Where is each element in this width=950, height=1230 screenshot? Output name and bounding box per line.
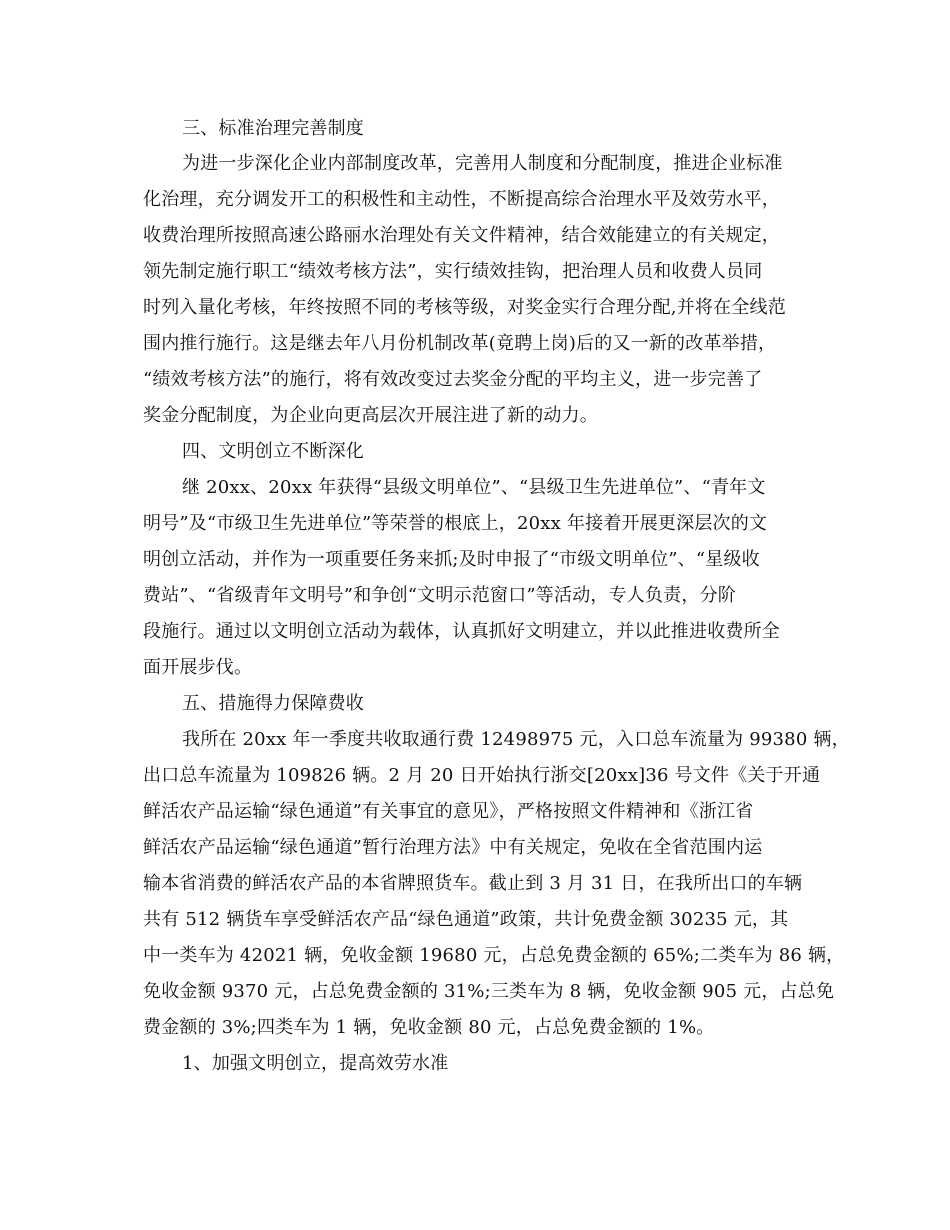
paragraph-line: 免收金额 9370 元，占总免费金额的 31%;三类车为 8 辆，免收金额 905 元，占总免	[143, 981, 835, 1002]
section-heading-4: 四、文明创立不断深化	[182, 441, 364, 462]
paragraph-line: 收费治理所按照高速公路丽水治理处有关文件精神，结合效能建立的有关规定，	[143, 225, 780, 246]
paragraph-line: 共有 512 辆货车享受鲜活农产品“绿色通道”政策，共计免费金额 30235 元，其	[143, 909, 789, 930]
paragraph-line: 鲜活农产品运输“绿色通道”暂行治理方法》中有关规定，免收在全省范围内运	[143, 837, 763, 858]
paragraph-line: 明号”及“市级卫生先进单位”等荣誉的根底上，20xx 年接着开展更深层次的文	[143, 513, 768, 534]
paragraph-line: 出口总车流量为 109826 辆。2 月 20 日开始执行浙交[20xx]36 号文件《关于开通	[143, 765, 821, 786]
paragraph-line: 奖金分配制度，为企业向更高层次开展注进了新的动力。	[143, 405, 598, 426]
paragraph-line: 鲜活农产品运输“绿色通道”有关事宜的意见》，严格按照文件精神和《浙江省	[143, 801, 754, 822]
paragraph-line: 中一类车为 42021 辆，免收金额 19680 元，占总免费金额的 65%;二类车为 86 辆，	[143, 945, 845, 966]
paragraph-line: 费站”、“省级青年文明号”和争创“文明示范窗口”等活动，专人负责，分阶	[143, 585, 737, 606]
paragraph-line: 领先制定施行职工“绩效考核方法”，实行绩效挂钩，把治理人员和收费人员同	[143, 261, 763, 282]
paragraph-line: 费金额的 3%;四类车为 1 辆，免收金额 80 元，占总免费金额的 1%。	[143, 1017, 715, 1038]
paragraph-line: 围内推行施行。这是继去年八月份机制改革(竟聘上岗)后的又一新的改革举措，	[143, 333, 777, 354]
paragraph-line: “绩效考核方法”的施行，将有效改变过去奖金分配的平均主义，进一步完善了	[143, 369, 763, 390]
paragraph-line: 明创立活动，并作为一项重要任务来抓;及时申报了“市级文明单位”、“星级收	[143, 549, 760, 570]
paragraph-line: 化治理，充分调发开工的积极性和主动性，不断提高综合治理水平及效劳水平，	[143, 189, 780, 210]
paragraph-line: 为进一步深化企业内部制度改革，完善用人制度和分配制度，推进企业标准	[182, 153, 783, 174]
paragraph-line: 输本省消费的鲜活农产品的本省牌照货车。截止到 3 月 31 日，在我所出口的车辆	[143, 873, 803, 894]
paragraph-line: 面开展步伐。	[143, 657, 253, 678]
paragraph-line: 继 20xx、20xx 年获得“县级文明单位”、“县级卫生先进单位”、“青年文	[182, 477, 766, 498]
paragraph-line: 段施行。通过以文明创立活动为载体，认真抓好文明建立，并以此推进收费所全	[143, 621, 780, 642]
paragraph-line: 我所在 20xx 年一季度共收取通行费 12498975 元，入口总车流量为 99380 辆，	[182, 729, 850, 750]
section-heading-5: 五、措施得力保障费收	[182, 693, 364, 714]
subsection-heading-1: 1、加强文明创立，提高效劳水准	[182, 1053, 449, 1074]
section-heading-3: 三、标准治理完善制度	[182, 118, 364, 139]
paragraph-line: 时列入量化考核，年终按照不同的考核等级，对奖金实行合理分配,并将在全线范	[143, 297, 786, 318]
